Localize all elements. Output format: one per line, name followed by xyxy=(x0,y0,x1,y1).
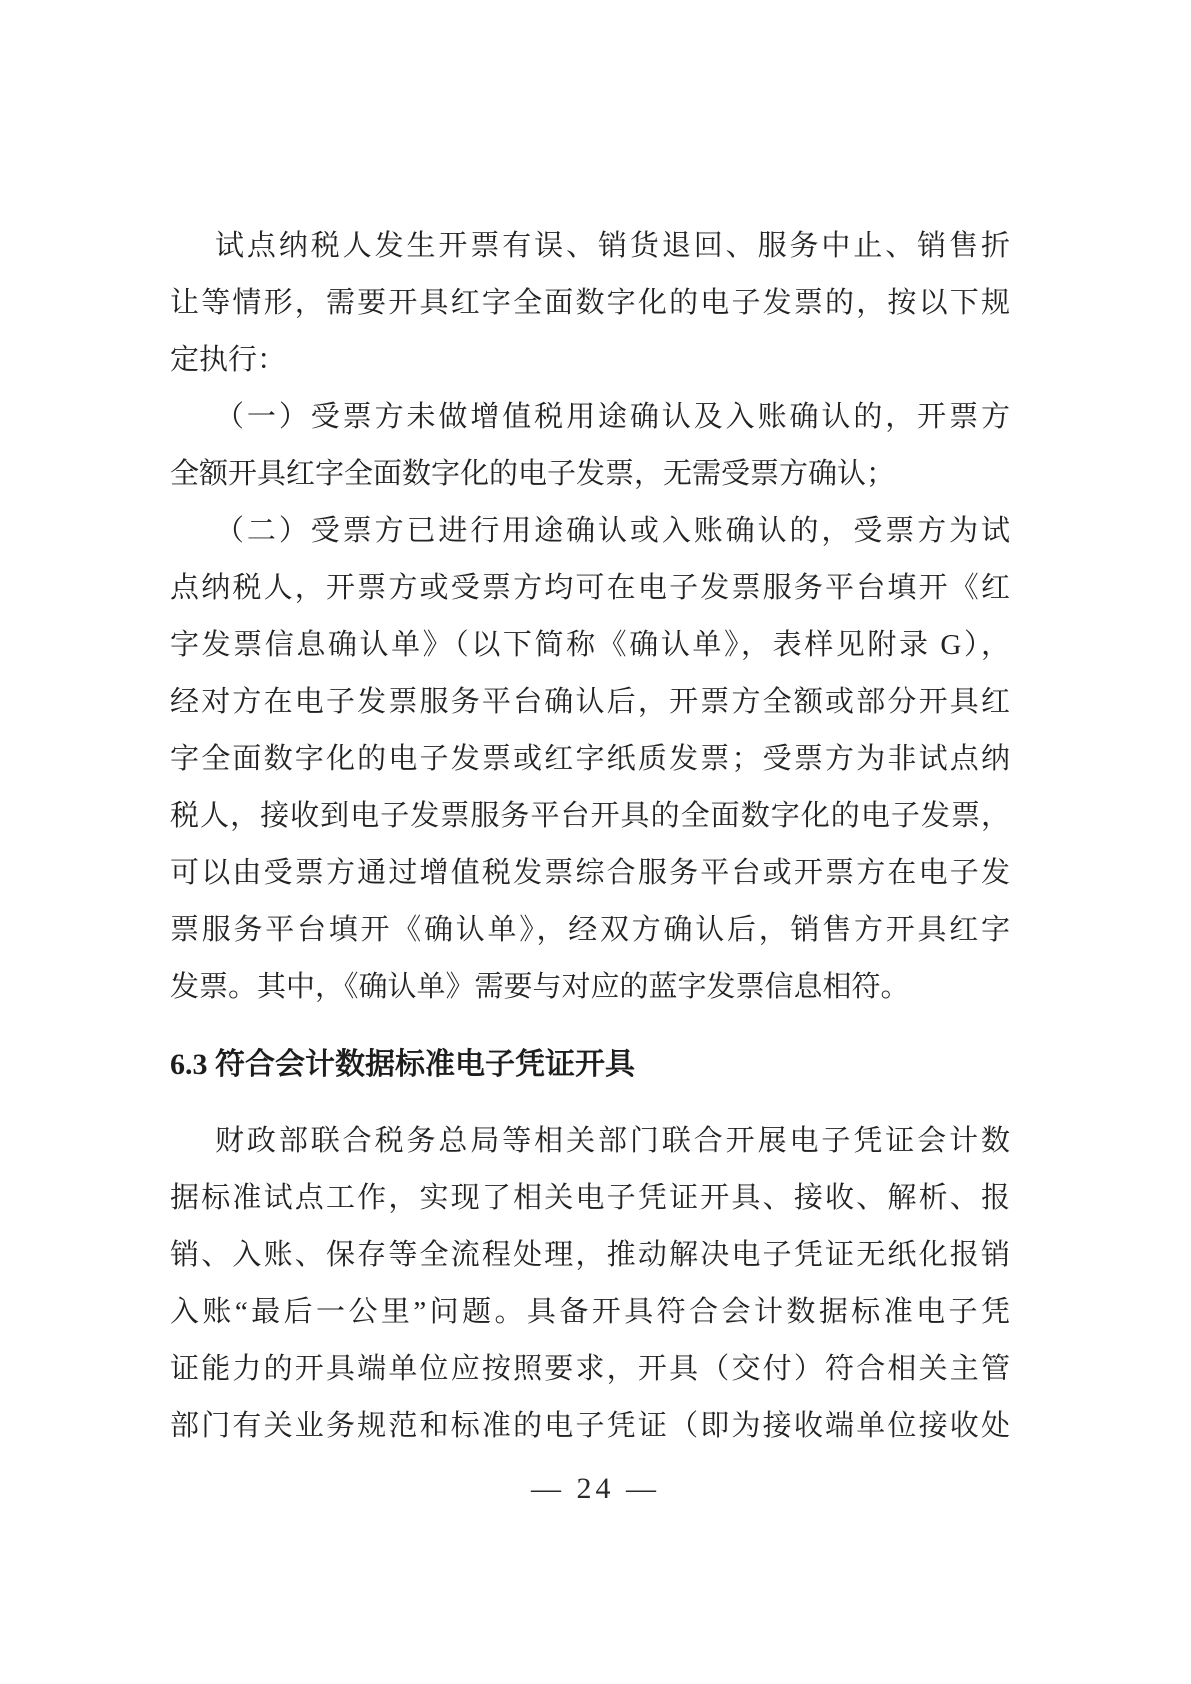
text-line: 票服务平台填开《确认单》，经双方确认后，销售方开具红字 xyxy=(170,914,1010,946)
page-number: — 24 — xyxy=(531,1472,660,1505)
text-line: 部门有关业务规范和标准的电子凭证（即为接收端单位接收处 xyxy=(170,1410,1010,1442)
section-body-top xyxy=(170,218,1010,1016)
text-line: 证能力的开具端单位应按照要求，开具（交付）符合相关主管 xyxy=(170,1353,1010,1385)
document-body xyxy=(170,218,1010,1455)
text-line: 全额开具红字全面数字化的电子发票，无需受票方确认； xyxy=(170,458,896,490)
text-line: 入账“最后一公里”问题。具备开具符合会计数据标准电子凭 xyxy=(170,1296,1010,1328)
text-line: 字发票信息确认单》（以下简称《确认单》，表样见附录 G）， xyxy=(170,629,1010,661)
text-line: 据标准试点工作，实现了相关电子凭证开具、接收、解析、报 xyxy=(170,1182,1010,1214)
text-line: （一）受票方未做增值税用途确认及入账确认的，开票方 xyxy=(215,401,1010,433)
text-line: 定执行： xyxy=(170,344,287,376)
text-line: 试点纳税人发生开票有误、销货退回、服务中止、销售折 xyxy=(215,230,1010,262)
text-line: 财政部联合税务总局等相关部门联合开展电子凭证会计数 xyxy=(215,1125,1010,1157)
text-line: 经对方在电子发票服务平台确认后，开票方全额或部分开具红 xyxy=(170,686,1010,718)
text-line: 发票。其中，《确认单》需要与对应的蓝字发票信息相符。 xyxy=(170,971,910,1003)
text-line: 可以由受票方通过增值税发票综合服务平台或开票方在电子发 xyxy=(170,857,1010,889)
text-line: （二）受票方已进行用途确认或入账确认的，受票方为试 xyxy=(215,515,1010,547)
section-heading: 6.3 符合会计数据标准电子凭证开具 xyxy=(170,1048,635,1081)
text-line: 点纳税人，开票方或受票方均可在电子发票服务平台填开《红 xyxy=(170,572,1010,604)
text-line: 让等情形，需要开具红字全面数字化的电子发票的，按以下规 xyxy=(170,287,1010,319)
section-body-bottom xyxy=(170,1113,1010,1455)
page-footer xyxy=(0,1472,1191,1506)
text-line: 税人，接收到电子发票服务平台开具的全面数字化的电子发票， xyxy=(170,800,1010,832)
text-line: 销、入账、保存等全流程处理，推动解决电子凭证无纸化报销 xyxy=(170,1239,1010,1271)
text-line: 字全面数字化的电子发票或红字纸质发票；受票方为非试点纳 xyxy=(170,743,1010,775)
